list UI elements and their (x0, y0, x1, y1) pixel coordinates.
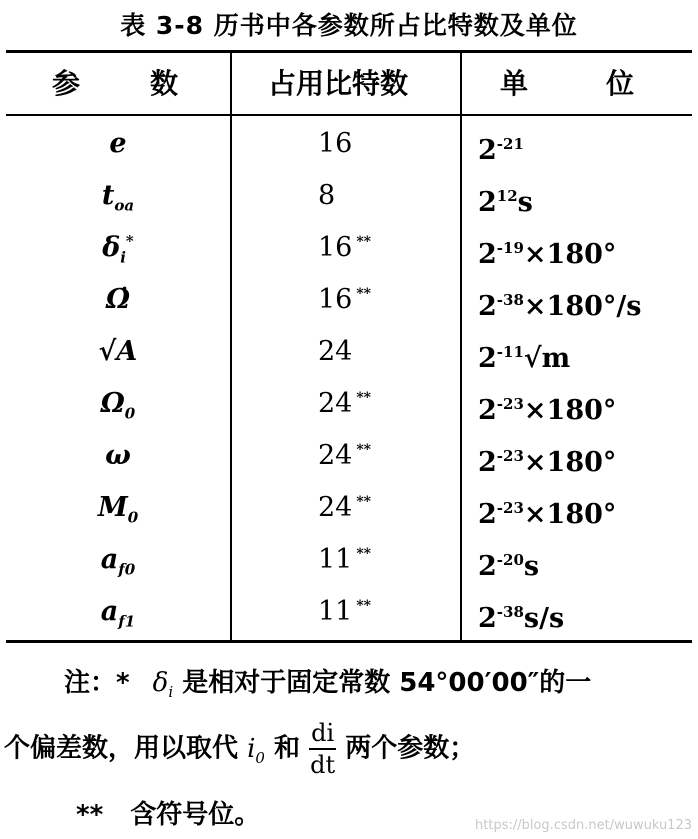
table-top-rule (6, 50, 692, 53)
unit-cell: $2^{-23}\times 180^\circ$ (478, 499, 617, 530)
param-cell: Ω̇ (105, 284, 131, 315)
table-row (0, 274, 698, 326)
bits-cell: 24 ** (318, 440, 372, 471)
bits-cell: 24 ** (318, 388, 372, 419)
header-param-1: 参 (52, 67, 81, 100)
note-text-2a: 个偏差数，用以取代 (4, 733, 239, 764)
note-fraction (309, 718, 336, 780)
param-cell: $t_{oa}$ (101, 180, 135, 215)
fraction-numerator: di (309, 718, 336, 750)
bits-cell: 11 ** (318, 596, 372, 627)
note-text-2b: 两个参数； (345, 733, 476, 764)
param-cell: $\delta_i^*$ (102, 232, 134, 267)
table-row (0, 430, 698, 482)
note-symbol-i0: $i_0$ (247, 733, 265, 767)
table-row (0, 118, 698, 170)
unit-cell: $2^{-19}\times 180^\circ$ (478, 239, 617, 270)
param-cell: $a_{f1}$ (100, 596, 136, 631)
bits-cell: 16 ** (318, 232, 372, 263)
unit-cell: $2^{-11}√m$ (478, 343, 571, 374)
header-unit-1: 单 (500, 67, 529, 100)
header-bits: 占用比特数 (268, 67, 409, 100)
param-cell: √A (98, 336, 138, 367)
header-param-2: 数 (150, 67, 179, 100)
param-cell: e (109, 128, 127, 159)
note-and: 和 (274, 733, 301, 764)
table-row (0, 222, 698, 274)
table-header-rule (6, 114, 692, 116)
bits-cell: 24 (318, 336, 353, 367)
param-cell: $M_0$ (97, 492, 139, 527)
note-text-3: 含符号位。 (130, 800, 261, 830)
bits-cell: 24 ** (318, 492, 372, 523)
bits-cell: 16 (318, 128, 353, 159)
note-line-3 (76, 794, 260, 831)
unit-cell: $2^{12}s$ (478, 187, 533, 218)
table-row (0, 534, 698, 586)
note-line-2 (4, 718, 475, 780)
note-prefix: 注：* (64, 668, 130, 698)
bits-cell: 16 ** (318, 284, 372, 315)
note-double-star: ** (76, 800, 104, 830)
table-row (0, 170, 698, 222)
unit-cell: $2^{-21}$ (478, 135, 524, 166)
note-text-1: 是相对于固定常数 54°00′00″的一 (182, 668, 592, 698)
param-cell: ω (105, 440, 131, 471)
param-cell: $a_{f0}$ (100, 544, 136, 579)
table-bottom-rule (6, 640, 692, 643)
watermark: https://blog.csdn.net/wuwuku123 (475, 818, 692, 833)
unit-cell: $2^{-23}\times 180^\circ$ (478, 395, 617, 426)
table-row (0, 482, 698, 534)
table-row (0, 378, 698, 430)
unit-cell: $2^{-38}s/s$ (478, 603, 565, 634)
table-title: 表 3-8 历书中各参数所占比特数及单位 (120, 11, 578, 40)
fraction-denominator: dt (310, 751, 336, 779)
bits-cell: 11 ** (318, 544, 372, 575)
note-symbol-delta: $\delta_i$ (152, 668, 174, 702)
unit-cell: $2^{-38}\times 180^\circ/s$ (478, 291, 642, 322)
table-row (0, 586, 698, 638)
unit-cell: $2^{-23}\times 180^\circ$ (478, 447, 617, 478)
table-row (0, 326, 698, 378)
param-cell: $\Omega_0$ (100, 388, 136, 423)
header-unit-2: 位 (606, 67, 635, 100)
bits-cell: 8 (318, 180, 336, 211)
unit-cell: $2^{-20}s$ (478, 551, 540, 582)
note-line-1 (64, 662, 592, 702)
